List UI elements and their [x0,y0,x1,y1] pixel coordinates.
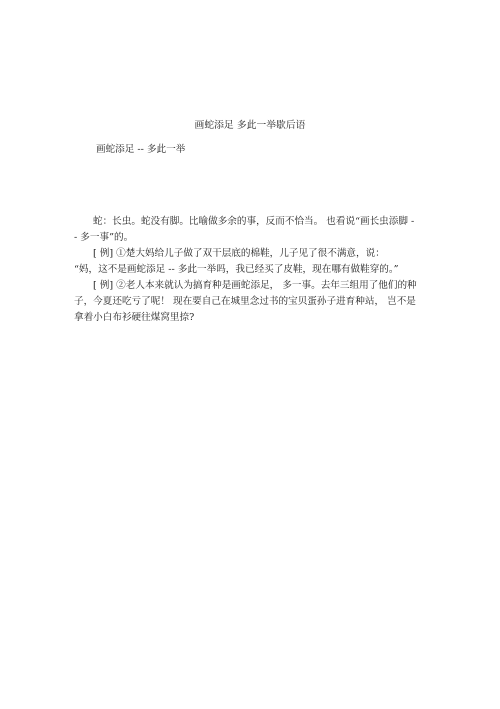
document-subtitle: 画蛇添足 -- 多此一举 [96,144,186,155]
paragraph-example-2 [74,278,417,326]
paragraph-line: 拿着小白布衫硬往煤窝里捺? [74,312,195,323]
paragraph-line: [ 例] ①楚大妈给儿子做了双干层底的棉鞋，儿子见了很不满意，说： [93,248,385,259]
paragraph-line: [ 例] ②老人本来就认为搞育种是画蛇添足， 多一事。去年三组用了他们的种 [93,280,417,291]
paragraph-line: “妈，这不是画蛇添足 -- 多此一举吗，我已经买了皮鞋，现在哪有做鞋穿的。” [74,264,399,275]
paragraph-line: 蛇：长虫。蛇没有脚。比喻做多余的事，反而不恰当。 也看说“画长虫添脚 - [93,216,415,227]
document-title: 画蛇添足 多此一举歇后语 [194,120,306,131]
paragraph-example-1 [74,246,414,278]
paragraph-line: - 多一事”的。 [74,232,134,243]
paragraph-definition [74,214,414,246]
paragraph-line: 子，今夏还吃亏了呢！ 现在要自己在城里念过书的宝贝蛋孙子进育种站， 岂不是 [74,296,416,307]
